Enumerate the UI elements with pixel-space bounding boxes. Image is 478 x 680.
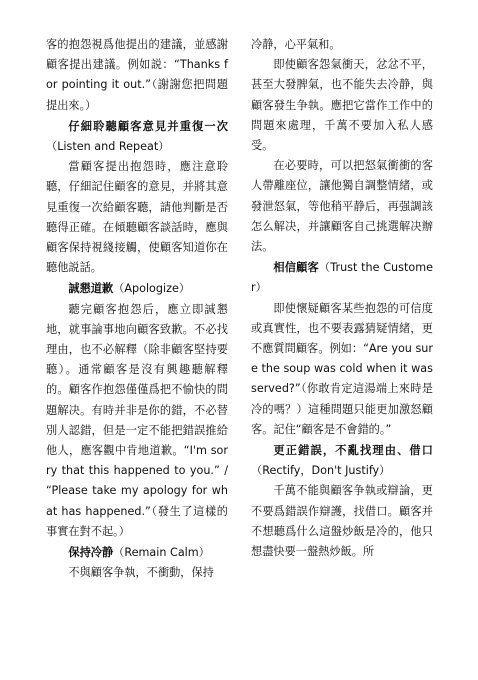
body-paragraph: 即使懷疑顧客某些抱怨的可信度或真實性，也不要表露猜疑情緒，更不應質問顧客。例如：“Are you sure the soup was cold when it was served?”（你敢肯定這湯端上來時是冷的嗎？）這種問題只能更加激怒顧客。記住“顧客是不會錯的。” xyxy=(251,301,433,436)
section-heading xyxy=(251,440,433,481)
section-heading-title: 誠懇道歉 xyxy=(68,281,114,296)
right-column xyxy=(251,35,433,562)
section-heading-title: 更正錯誤，不亂找理由、借口 xyxy=(273,443,433,458)
body-paragraph: 不與顧客争執，不衝動，保持 xyxy=(68,566,214,580)
body-paragraph: 冷静，心平氣和。 xyxy=(251,38,341,51)
section-heading-english: （Listen and Repeat） xyxy=(46,140,170,154)
section-heading-title: 仔細聆聽顧客意見并重復一次 xyxy=(68,118,228,133)
section-heading-title: 相信顧客 xyxy=(273,260,319,275)
section-heading-english: （Rectify，Don't Justify） xyxy=(251,464,391,478)
body-paragraph: 聽完顧客抱怨后，應立即誠懇地，就事論事地向顧客致歉。不必找理由，也不必解釋（除非顧客堅持要聽）。通常顧客是沒有興趣聽解釋的。顧客作抱怨僅僅爲把不愉快的問題解决。有時并非是你的錯，不必替別人認錯，但是一定不能把錯誤推給他人，應客觀中肯地道歉。“I'm sorry that this happened to you.” / “Please take my apology for what has happened.”（發生了這樣的事實在對不起。） xyxy=(46,302,228,538)
body-paragraph: 當顧客提出抱怨時，應注意聆聽，仔細記住顧客的意見，并將其意見重復一次給顧客聽，請他判斷是否聽得正確。在傾聽顧客談話時，應與顧客保持視綫接觸，使顧客知道你在聽他説話。 xyxy=(46,160,228,275)
body-paragraph: 客的抱怨視爲他提出的建議，並感謝顧客提出建議。例如説：“Thanks for pointing it out.”（謝謝您把問題提出來。） xyxy=(46,38,228,112)
body-paragraph: 千萬不能與顧客争執或辯論，更不要爲錯誤作辯護，找借口。顧客并不想聽爲什么這盤炒飯是冷的，他只想盡快要一盤熱炒飯。所 xyxy=(251,484,433,559)
left-column xyxy=(46,35,228,583)
section-heading xyxy=(46,278,228,299)
section-heading-english: （Apologize） xyxy=(113,282,191,296)
section-heading xyxy=(251,257,433,298)
body-paragraph: 在必要時，可以把怒氣衝衝的客人帶離座位，讓他獨自調整情緒，或發泄怒氣，等他稍平静后，再强調該怎么解决，并讓顧客自己挑選解决辦法。 xyxy=(251,159,433,254)
section-heading-english: （Remain Calm） xyxy=(113,546,210,560)
section-heading-english: （Trust the Customer） xyxy=(251,261,433,295)
body-paragraph: 即使顧客怨氣衝天，忿忿不平，甚至大發脾氣，也不能失去冷静，與顧客發生争執。應把它當作工作中的問題來處理，千萬不要加入私人感受。 xyxy=(251,58,433,153)
section-heading xyxy=(46,542,228,563)
section-heading xyxy=(46,116,228,157)
section-heading-title: 保持冷静 xyxy=(68,545,114,560)
